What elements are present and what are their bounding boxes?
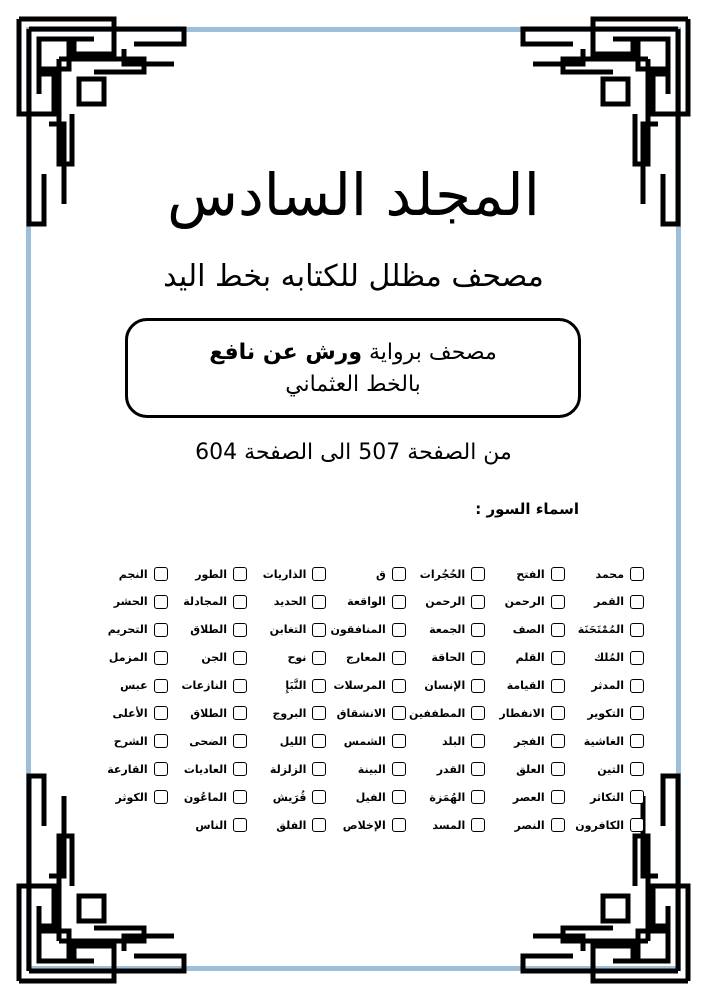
surah-item[interactable] — [406, 788, 485, 806]
checkbox-icon[interactable] — [471, 595, 485, 609]
surah-item[interactable] — [406, 816, 485, 834]
surah-item[interactable] — [565, 649, 644, 667]
checkbox-icon[interactable] — [233, 595, 247, 609]
checkbox-icon[interactable] — [154, 595, 168, 609]
surah-item[interactable] — [88, 677, 167, 695]
checkbox-icon[interactable] — [392, 679, 406, 693]
surah-item[interactable] — [168, 677, 247, 695]
surah-item[interactable] — [88, 565, 167, 583]
surah-item[interactable] — [406, 704, 485, 722]
checkbox-icon[interactable] — [392, 706, 406, 720]
surah-item[interactable] — [247, 816, 326, 834]
surah-item[interactable] — [485, 565, 564, 583]
checkbox-icon[interactable] — [312, 567, 326, 581]
checkbox-icon[interactable] — [630, 679, 644, 693]
surah-label: الطلاق — [190, 623, 228, 637]
surah-item[interactable] — [326, 760, 405, 778]
checkbox-icon[interactable] — [312, 651, 326, 665]
surah-label: الزلزلة — [269, 762, 307, 776]
surah-item[interactable] — [247, 732, 326, 750]
checkbox-icon[interactable] — [392, 818, 406, 832]
surah-item[interactable] — [88, 649, 167, 667]
surah-item[interactable] — [88, 732, 167, 750]
surah-item[interactable] — [326, 593, 405, 611]
checkbox-icon[interactable] — [312, 623, 326, 637]
surah-label: الحُجُرات — [419, 567, 466, 581]
checkbox-icon[interactable] — [154, 567, 168, 581]
checkbox-icon[interactable] — [312, 790, 326, 804]
surah-item[interactable] — [565, 677, 644, 695]
surah-item[interactable] — [406, 732, 485, 750]
checkbox-icon[interactable] — [154, 651, 168, 665]
surah-item[interactable] — [406, 677, 485, 695]
surah-label: الماعُون — [183, 790, 228, 804]
surah-item[interactable] — [326, 704, 405, 722]
checkbox-icon[interactable] — [312, 595, 326, 609]
surah-item[interactable] — [168, 816, 247, 834]
surah-item[interactable] — [88, 593, 167, 611]
surah-label: الإخلاص — [342, 818, 386, 832]
surah-label: الحديد — [273, 595, 307, 609]
surah-label: الانشقاق — [336, 706, 386, 720]
surah-item[interactable] — [406, 565, 485, 583]
checkbox-icon[interactable] — [471, 790, 485, 804]
narration-prefix: مصحف برواية — [362, 340, 497, 365]
checkbox-icon[interactable] — [630, 623, 644, 637]
checkbox-icon[interactable] — [154, 762, 168, 776]
surah-checklist — [88, 565, 644, 844]
checkbox-icon[interactable] — [154, 790, 168, 804]
checkbox-icon[interactable] — [392, 762, 406, 776]
checkbox-icon[interactable] — [630, 651, 644, 665]
checkbox-icon[interactable] — [312, 762, 326, 776]
surah-label: التحريم — [107, 623, 148, 637]
surah-label: المنافقون — [330, 623, 386, 637]
checkbox-icon[interactable] — [233, 679, 247, 693]
surah-label: الفجر — [514, 734, 545, 748]
checkbox-icon[interactable] — [392, 595, 406, 609]
surah-item[interactable] — [326, 816, 405, 834]
surah-label: المرسلات — [333, 679, 386, 693]
surah-item[interactable] — [485, 704, 564, 722]
surah-item[interactable] — [247, 621, 326, 639]
surah-item[interactable] — [485, 732, 564, 750]
checkbox-icon[interactable] — [471, 567, 485, 581]
surah-label: النازعات — [181, 679, 228, 693]
surah-item[interactable] — [485, 593, 564, 611]
surah-item[interactable] — [406, 593, 485, 611]
checkbox-icon[interactable] — [154, 734, 168, 748]
surah-label: الليل — [279, 734, 307, 748]
surah-label: المدثر — [591, 679, 624, 693]
checkbox-icon[interactable] — [233, 623, 247, 637]
surah-label: الفلق — [276, 818, 307, 832]
checkbox-icon[interactable] — [630, 567, 644, 581]
surah-item[interactable] — [326, 621, 405, 639]
surah-label: المزمل — [108, 651, 148, 665]
narration-name: ورش عن نافع — [209, 340, 363, 365]
checkbox-icon[interactable] — [630, 734, 644, 748]
surah-item[interactable] — [168, 621, 247, 639]
surah-label: الشرح — [113, 734, 148, 748]
page-title: المجلد السادس — [167, 161, 540, 229]
surah-label: القدر — [436, 762, 466, 776]
checkbox-icon[interactable] — [471, 762, 485, 776]
surah-label: العلق — [516, 762, 545, 776]
surah-label: الجن — [201, 651, 228, 665]
checkbox-icon[interactable] — [551, 651, 565, 665]
checkbox-icon[interactable] — [551, 790, 565, 804]
surah-label: الانفطار — [499, 706, 545, 720]
surah-label: قُرَيش — [272, 790, 307, 804]
checkbox-icon[interactable] — [312, 818, 326, 832]
surah-label: الطور — [195, 567, 228, 581]
surah-label: التكوير — [587, 706, 624, 720]
surah-label: القارعة — [107, 762, 148, 776]
surah-item[interactable] — [565, 621, 644, 639]
checkbox-icon[interactable] — [233, 567, 247, 581]
surah-item[interactable] — [88, 760, 167, 778]
surah-label: البلد — [441, 734, 466, 748]
surah-item[interactable] — [247, 760, 326, 778]
checkbox-icon[interactable] — [392, 567, 406, 581]
surah-label: الحاقة — [431, 651, 466, 665]
checkbox-icon[interactable] — [471, 623, 485, 637]
checkbox-icon[interactable] — [312, 734, 326, 748]
checkbox-icon[interactable] — [392, 651, 406, 665]
checkbox-icon[interactable] — [471, 706, 485, 720]
surah-item[interactable] — [247, 677, 326, 695]
surah-item[interactable] — [326, 677, 405, 695]
surah-label: محمد — [595, 567, 624, 581]
checkbox-icon[interactable] — [233, 818, 247, 832]
page-subtitle: مصحف مظلل للكتابه بخط اليد — [163, 259, 544, 294]
surah-item[interactable] — [247, 565, 326, 583]
surah-item[interactable] — [247, 704, 326, 722]
surah-label: الرحمن — [504, 595, 545, 609]
checkbox-icon[interactable] — [551, 706, 565, 720]
surah-label: الكوثر — [115, 790, 148, 804]
surah-label: عبس — [120, 679, 148, 693]
surah-label: الحشر — [113, 595, 148, 609]
surah-label: المطففين — [409, 706, 466, 720]
surah-label: المسد — [432, 818, 466, 832]
surah-label: نوح — [287, 651, 307, 665]
surah-item[interactable] — [88, 788, 167, 806]
surah-label: النجم — [118, 567, 148, 581]
surah-item[interactable] — [168, 760, 247, 778]
checkbox-icon[interactable] — [392, 790, 406, 804]
surah-label: الجمعة — [429, 623, 466, 637]
surah-label: التغابن — [269, 623, 307, 637]
surah-item[interactable] — [485, 621, 564, 639]
checkbox-icon[interactable] — [630, 595, 644, 609]
checkbox-icon[interactable] — [551, 623, 565, 637]
surah-label: الطلاق — [190, 706, 228, 720]
surah-item[interactable] — [168, 593, 247, 611]
checkbox-icon[interactable] — [233, 734, 247, 748]
surah-label: ق — [375, 567, 386, 581]
checkbox-icon[interactable] — [154, 679, 168, 693]
surah-item[interactable] — [247, 649, 326, 667]
checkbox-icon[interactable] — [312, 679, 326, 693]
surah-item[interactable] — [485, 760, 564, 778]
checkbox-icon[interactable] — [233, 706, 247, 720]
surah-item[interactable] — [247, 593, 326, 611]
surah-item[interactable] — [565, 760, 644, 778]
surah-label: الصف — [512, 623, 545, 637]
checkbox-icon[interactable] — [551, 567, 565, 581]
surah-item[interactable] — [485, 816, 564, 834]
surah-label: العصر — [512, 790, 545, 804]
surah-label: البينة — [357, 762, 386, 776]
surah-item[interactable] — [565, 704, 644, 722]
checkbox-icon[interactable] — [154, 706, 168, 720]
surah-item[interactable] — [88, 704, 167, 722]
surah-label: الأعلى — [112, 706, 148, 720]
surah-label: القمر — [593, 595, 624, 609]
surah-item[interactable] — [168, 649, 247, 667]
surah-item[interactable] — [326, 649, 405, 667]
checkbox-icon[interactable] — [392, 734, 406, 748]
checkbox-icon[interactable] — [630, 762, 644, 776]
surah-item[interactable] — [485, 788, 564, 806]
checkbox-icon[interactable] — [312, 706, 326, 720]
surah-list-heading: اسماء السور : — [475, 500, 579, 518]
surah-label: الضحى — [189, 734, 228, 748]
surah-label: الذاريات — [262, 567, 307, 581]
checkbox-icon[interactable] — [471, 734, 485, 748]
surah-label: الشمس — [343, 734, 386, 748]
narration-line-2: بالخط العثماني — [285, 372, 421, 397]
checkbox-icon[interactable] — [471, 679, 485, 693]
surah-label: البروج — [272, 706, 307, 720]
surah-item[interactable] — [247, 788, 326, 806]
surah-item[interactable] — [485, 677, 564, 695]
surah-item[interactable] — [88, 621, 167, 639]
checkbox-icon[interactable] — [551, 679, 565, 693]
surah-item[interactable] — [168, 565, 247, 583]
surah-item[interactable] — [565, 788, 644, 806]
surah-label: المجادلة — [183, 595, 228, 609]
checkbox-icon[interactable] — [471, 818, 485, 832]
surah-label: الإنسان — [424, 679, 466, 693]
surah-item[interactable] — [168, 732, 247, 750]
checkbox-icon[interactable] — [630, 706, 644, 720]
surah-label: النَّبَإِ — [285, 679, 307, 693]
checkbox-icon[interactable] — [551, 595, 565, 609]
surah-item[interactable] — [565, 593, 644, 611]
checkbox-icon[interactable] — [233, 790, 247, 804]
surah-item[interactable] — [326, 732, 405, 750]
checkbox-icon[interactable] — [154, 623, 168, 637]
surah-label: المُمْتَحَنَة — [577, 623, 624, 637]
surah-item[interactable] — [168, 788, 247, 806]
surah-label: المعارج — [345, 651, 386, 665]
surah-item[interactable] — [565, 816, 644, 834]
narration-box — [125, 318, 581, 418]
surah-label: الفيل — [355, 790, 386, 804]
checkbox-icon[interactable] — [392, 623, 406, 637]
surah-item[interactable] — [565, 732, 644, 750]
surah-label: التكاثر — [590, 790, 624, 804]
checkbox-icon[interactable] — [471, 651, 485, 665]
checkbox-icon[interactable] — [551, 734, 565, 748]
surah-label: العاديات — [183, 762, 228, 776]
surah-item[interactable] — [406, 649, 485, 667]
surah-label: القلم — [515, 651, 545, 665]
surah-label: التين — [597, 762, 624, 776]
surah-label: الكافرون — [575, 818, 624, 832]
surah-item[interactable] — [485, 649, 564, 667]
surah-label: النصر — [514, 818, 545, 832]
surah-label: القيامة — [506, 679, 545, 693]
surah-item[interactable] — [406, 621, 485, 639]
surah-label: الغاشية — [583, 734, 624, 748]
checkbox-icon[interactable] — [630, 818, 644, 832]
narration-line-1 — [128, 337, 578, 369]
checkbox-icon[interactable] — [233, 651, 247, 665]
surah-label: الفتح — [516, 567, 545, 581]
surah-label: المُلك — [593, 651, 624, 665]
surah-item[interactable] — [326, 565, 405, 583]
surah-label: الناس — [195, 818, 228, 832]
checkbox-icon[interactable] — [233, 762, 247, 776]
surah-label: الرحمن — [425, 595, 466, 609]
page-range: من الصفحة 507 الى الصفحة 604 — [195, 440, 512, 465]
checkbox-icon[interactable] — [551, 818, 565, 832]
surah-label: الواقعة — [347, 595, 386, 609]
checkbox-icon[interactable] — [551, 762, 565, 776]
surah-label: الهُمَزة — [429, 790, 466, 804]
surah-item[interactable] — [326, 788, 405, 806]
checkbox-icon[interactable] — [630, 790, 644, 804]
surah-item[interactable] — [168, 704, 247, 722]
surah-item[interactable] — [565, 565, 644, 583]
surah-item[interactable] — [406, 760, 485, 778]
